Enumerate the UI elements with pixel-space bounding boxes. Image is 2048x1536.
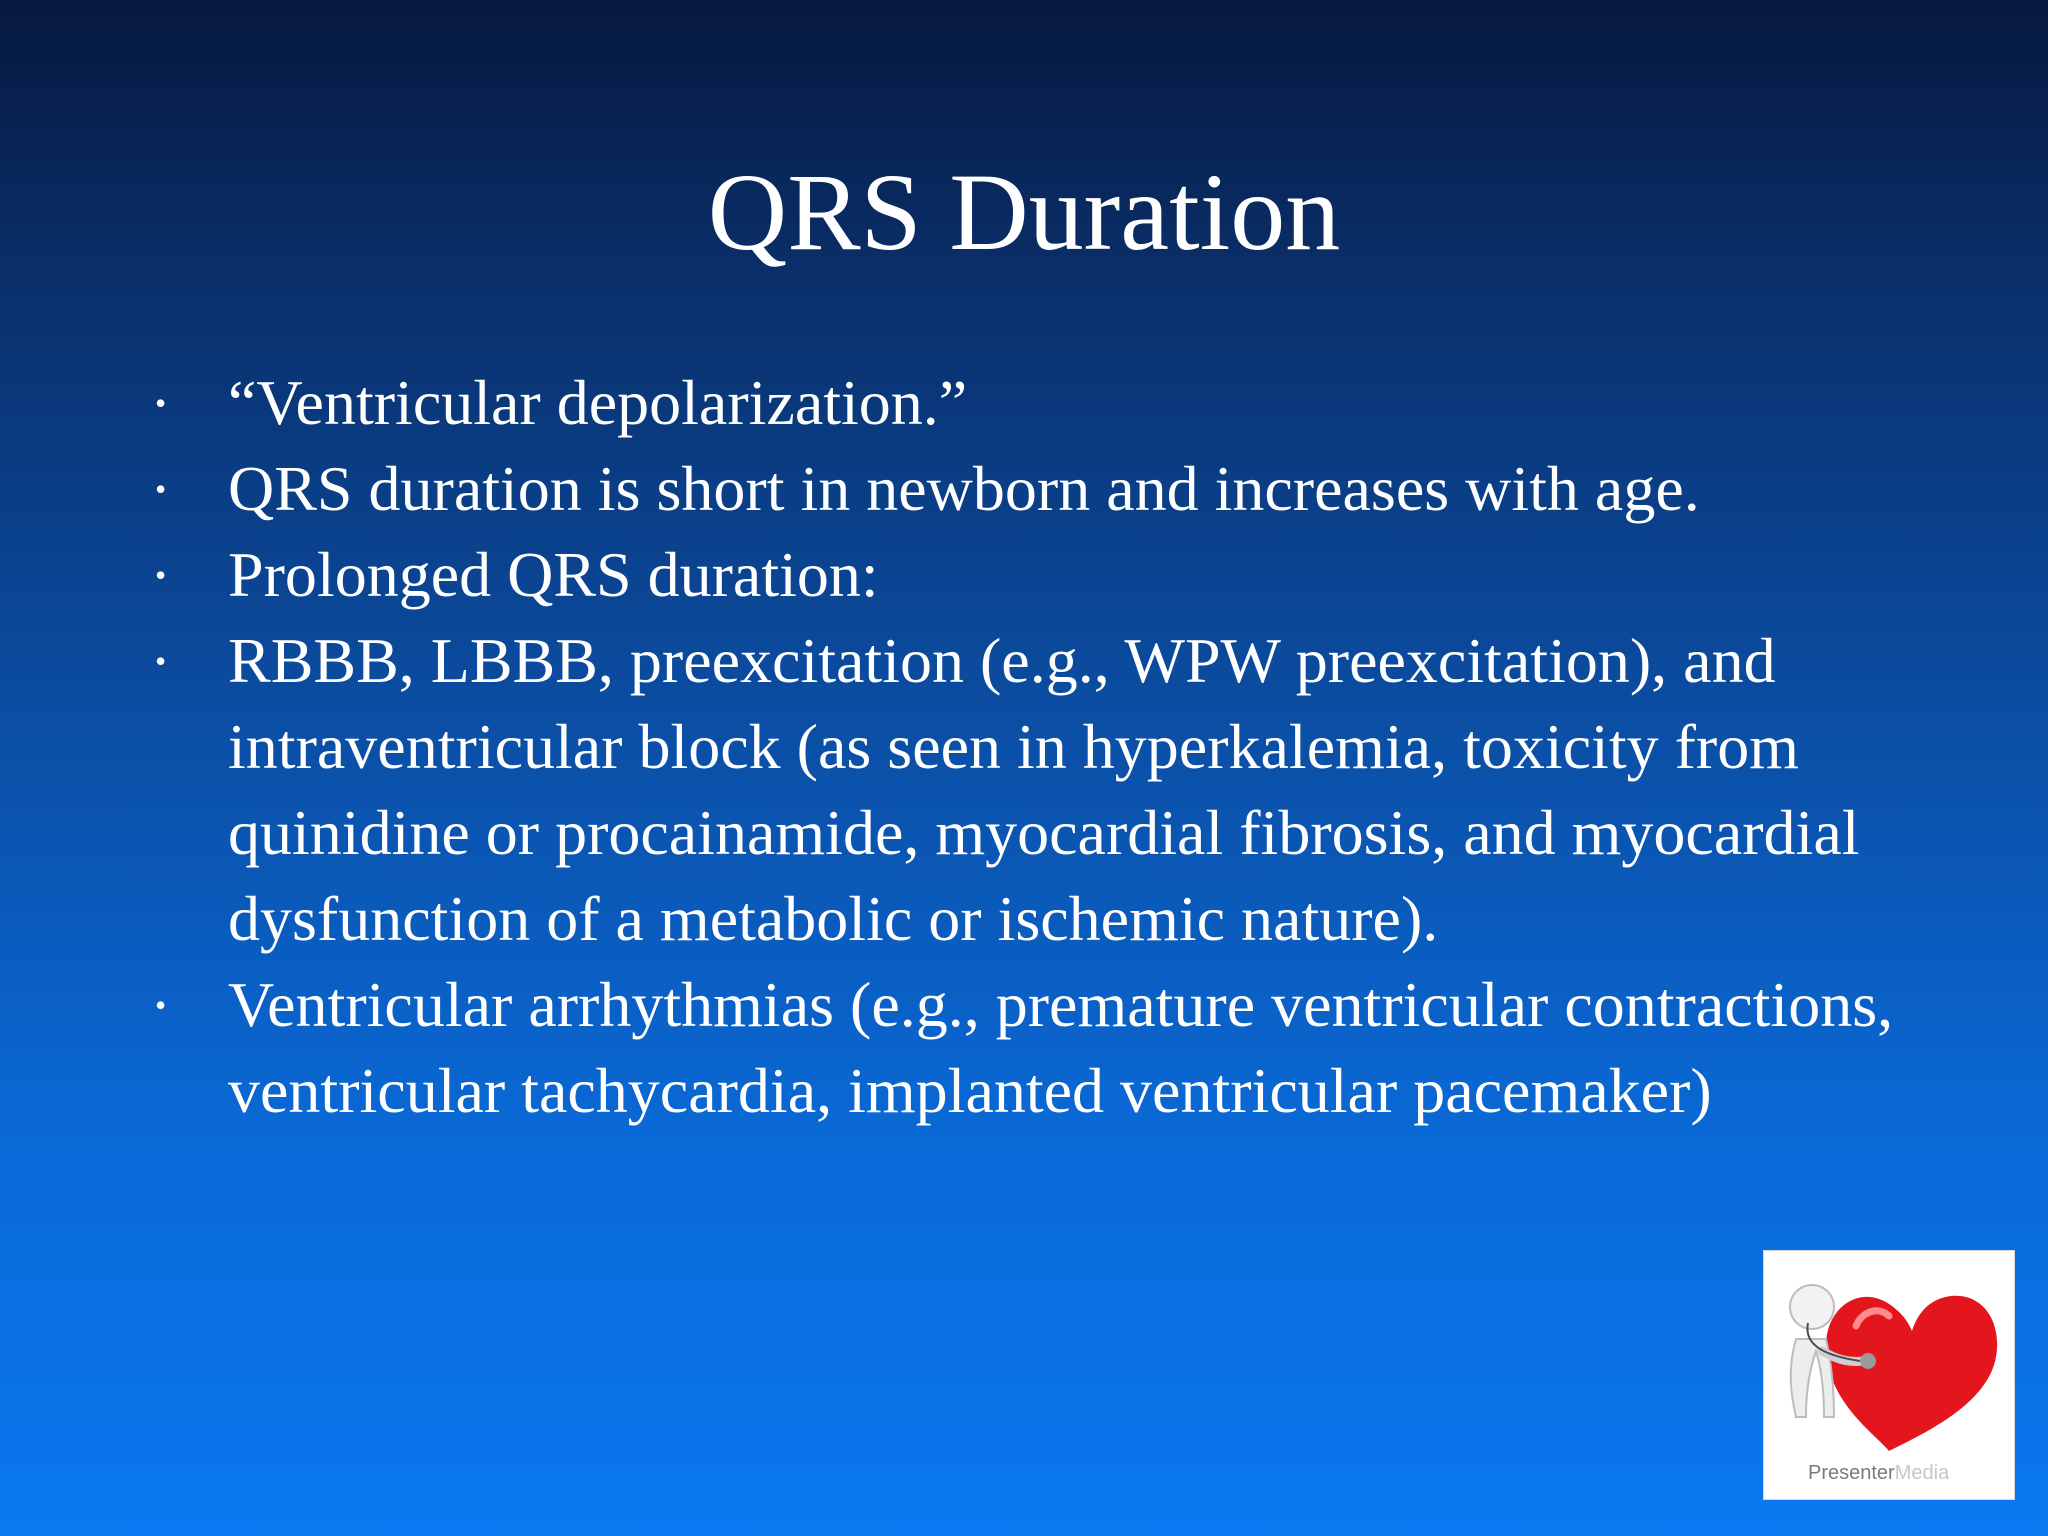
logo-text [1808, 1461, 1949, 1485]
bullet-icon: • [155, 385, 167, 421]
bullet-item [150, 360, 1910, 446]
bullet-text: Prolonged QRS duration: [228, 539, 879, 610]
bullet-text: “Ventricular depolarization.” [228, 367, 968, 438]
slide-title: QRS Duration [707, 151, 1341, 273]
bullet-icon: • [155, 987, 167, 1023]
bullet-item [150, 962, 1910, 1134]
bullet-icon: • [155, 557, 167, 593]
bullet-list [150, 360, 1910, 1134]
presentermedia-logo [1763, 1250, 2015, 1500]
bullet-text: Ventricular arrhythmias (e.g., premature ventricular contractions, ventricular tachycardia, implanted ventricular pacemaker) [228, 969, 1894, 1126]
bullet-icon: • [155, 643, 167, 679]
figure-head [1790, 1285, 1834, 1329]
logo-word-media: Media [1894, 1462, 1950, 1484]
bullet-item [150, 532, 1910, 618]
bullet-text: QRS duration is short in newborn and increases with age. [228, 453, 1700, 524]
stethoscope-icon [1860, 1353, 1876, 1369]
heart-shape [1826, 1296, 1997, 1451]
bullet-item [150, 446, 1910, 532]
heart-stethoscope-icon [1764, 1251, 2014, 1461]
bullet-item [150, 618, 1910, 962]
bullet-icon: • [155, 471, 167, 507]
bullet-text: RBBB, LBBB, preexcitation (e.g., WPW preexcitation), and intraventricular block (as seen in hyperkalemia, toxicity from quinidine or procainamide, myocardial fibrosis, and myocardial dysfunction of a metabolic or ischemic nature). [228, 625, 1860, 954]
logo-word-presenter: Presenter [1808, 1462, 1895, 1484]
